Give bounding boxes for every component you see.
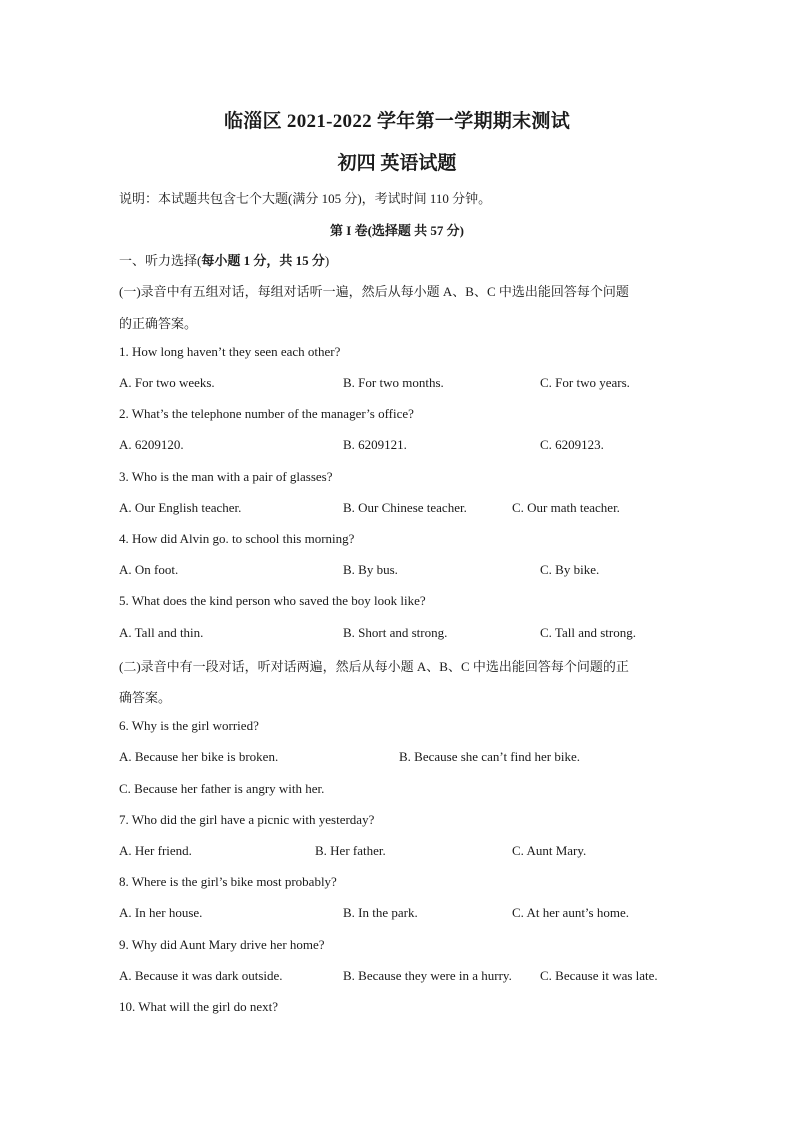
question-7: 7. Who did the girl have a picnic with yesterday? [119, 812, 375, 827]
q1-option-b: B. For two months. [343, 375, 444, 390]
exam-note: 说明：本试题共包含七个大题(满分 105 分)，考试时间 110 分钟。 [119, 191, 492, 206]
q8-option-a: A. In her house. [119, 905, 203, 920]
part2-instruction: (二)录音中有一段对话，听对话两遍，然后从每小题 A、B、C 中选出能回答每个问题的正 [119, 659, 629, 674]
q1-option-c: C. For two years. [540, 375, 630, 390]
q5-option-c: C. Tall and strong. [540, 625, 636, 640]
q7-option-b: B. Her father. [315, 843, 386, 858]
question-9: 9. Why did Aunt Mary drive her home? [119, 937, 325, 952]
q7-option-a: A. Her friend. [119, 843, 192, 858]
part2-instruction-cont: 确答案。 [119, 690, 172, 705]
q7-option-c: C. Aunt Mary. [512, 843, 587, 858]
question-1: 1. How long haven’t they seen each other? [119, 344, 341, 359]
question-2: 2. What’s the telephone number of the manager’s office? [119, 406, 414, 421]
q6-option-a: A. Because her bike is broken. [119, 749, 279, 764]
q4-option-c: C. By bike. [540, 562, 600, 577]
volume-heading: 第 I 卷(选择题 共 57 分) [330, 223, 464, 238]
part1-instruction-cont: 的正确答案。 [119, 316, 198, 331]
question-3: 3. Who is the man with a pair of glasses? [119, 469, 333, 484]
q2-option-c: C. 6209123. [540, 437, 604, 452]
part1-instruction: (一)录音中有五组对话，每组对话听一遍，然后从每小题 A、B、C 中选出能回答每个问题 [119, 284, 629, 299]
q8-option-b: B. In the park. [343, 905, 418, 920]
q5-option-b: B. Short and strong. [343, 625, 448, 640]
q4-option-b: B. By bus. [343, 562, 398, 577]
q6-option-b: B. Because she can’t find her bike. [399, 749, 580, 764]
q3-option-b: B. Our Chinese teacher. [343, 500, 467, 515]
section-heading-suffix: ) [324, 253, 330, 268]
q9-option-b: B. Because they were in a hurry. [343, 968, 512, 983]
section-heading-prefix: 一、听力选择( [119, 253, 202, 268]
q8-option-c: C. At her aunt’s home. [512, 905, 629, 920]
question-8: 8. Where is the girl’s bike most probably? [119, 874, 337, 889]
q5-option-a: A. Tall and thin. [119, 625, 204, 640]
q2-option-b: B. 6209121. [343, 437, 407, 452]
q9-option-a: A. Because it was dark outside. [119, 968, 283, 983]
q6-option-c: C. Because her father is angry with her. [119, 781, 325, 796]
q3-option-a: A. Our English teacher. [119, 500, 242, 515]
question-10: 10. What will the girl do next? [119, 999, 278, 1014]
exam-title: 临淄区 2021-2022 学年第一学期期末测试 [223, 111, 571, 132]
section-heading-points: 每小题 1 分，共 15 分 [201, 253, 325, 268]
exam-subtitle: 初四 英语试题 [337, 153, 457, 174]
question-4: 4. How did Alvin go. to school this morning? [119, 531, 355, 546]
q1-option-a: A. For two weeks. [119, 375, 215, 390]
q4-option-a: A. On foot. [119, 562, 179, 577]
q3-option-c: C. Our math teacher. [512, 500, 620, 515]
q9-option-c: C. Because it was late. [540, 968, 658, 983]
question-5: 5. What does the kind person who saved the boy look like? [119, 593, 426, 608]
q2-option-a: A. 6209120. [119, 437, 184, 452]
section-heading [119, 250, 329, 269]
question-6: 6. Why is the girl worried? [119, 718, 259, 733]
